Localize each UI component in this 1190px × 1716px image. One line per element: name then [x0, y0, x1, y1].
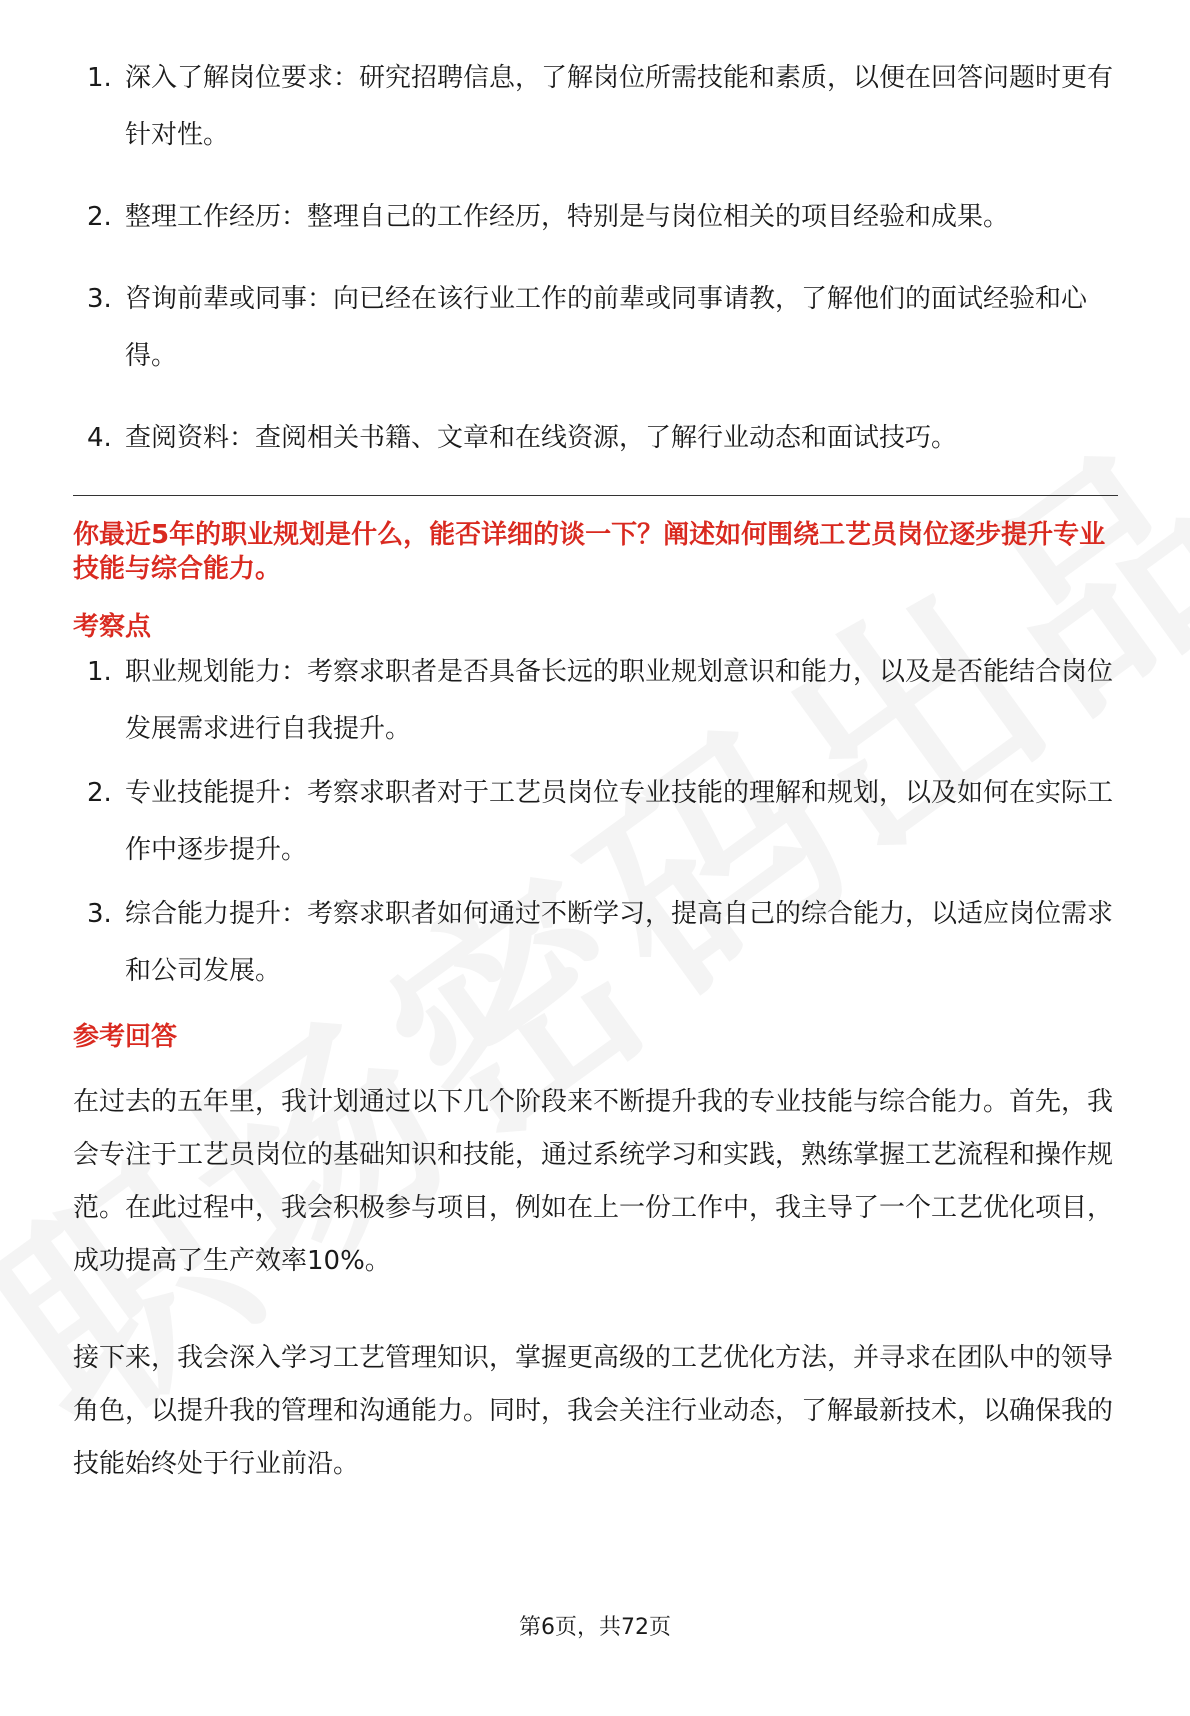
list-item	[73, 886, 1118, 1000]
list-number: 2.	[87, 202, 112, 232]
section-divider	[73, 495, 1118, 496]
list-number: 1.	[87, 63, 112, 93]
assessment-points-list	[73, 644, 1118, 1000]
list-number: 4.	[87, 423, 112, 453]
list-item	[73, 644, 1118, 758]
list-number: 3.	[87, 899, 112, 929]
list-item	[73, 271, 1118, 385]
list-text: 综合能力提升：考察求职者如何通过不断学习，提高自己的综合能力，以适应岗位需求和公司发展。	[125, 899, 1114, 986]
list-item	[73, 765, 1118, 879]
answer-paragraph: 在过去的五年里，我计划通过以下几个阶段来不断提升我的专业技能与综合能力。首先，我会专注于工艺员岗位的基础知识和技能，通过系统学习和实践，熟练掌握工艺流程和操作规范。在此过程中，我会积极参与项目，例如在上一份工作中，我主导了一个工艺优化项目，成功提高了生产效率10%。	[73, 1087, 1114, 1276]
list-text: 职业规划能力：考察求职者是否具备长远的职业规划意识和能力，以及是否能结合岗位发展需求进行自我提升。	[125, 657, 1114, 744]
list-number: 2.	[87, 778, 112, 808]
page-content	[73, 50, 1118, 1491]
answer-heading: 参考回答	[73, 1022, 178, 1052]
list-text: 专业技能提升：考察求职者对于工艺员岗位专业技能的理解和规划，以及如何在实际工作中逐步提升。	[125, 778, 1114, 865]
page-footer: 第6页，共72页	[519, 1615, 671, 1640]
list-item	[73, 50, 1118, 164]
preparation-list	[73, 50, 1118, 467]
list-text: 整理工作经历：整理自己的工作经历，特别是与岗位相关的项目经验和成果。	[125, 202, 1010, 232]
list-number: 3.	[87, 284, 112, 314]
list-item	[73, 410, 1118, 467]
interview-question: 你最近5年的职业规划是什么，能否详细的谈一下？阐述如何围绕工艺员岗位逐步提升专业技能与综合能力。	[73, 520, 1106, 584]
points-heading: 考察点	[73, 612, 152, 642]
list-text: 咨询前辈或同事：向已经在该行业工作的前辈或同事请教，了解他们的面试经验和心得。	[125, 284, 1088, 371]
list-item	[73, 189, 1118, 246]
list-text: 查阅资料：查阅相关书籍、文章和在线资源，了解行业动态和面试技巧。	[125, 423, 958, 453]
list-text: 深入了解岗位要求：研究招聘信息，了解岗位所需技能和素质，以便在回答问题时更有针对性。	[125, 63, 1114, 150]
list-number: 1.	[87, 657, 112, 687]
answer-paragraph: 接下来，我会深入学习工艺管理知识，掌握更高级的工艺优化方法，并寻求在团队中的领导角色，以提升我的管理和沟通能力。同时，我会关注行业动态，了解最新技术，以确保我的技能始终处于行业前沿。	[73, 1343, 1114, 1479]
